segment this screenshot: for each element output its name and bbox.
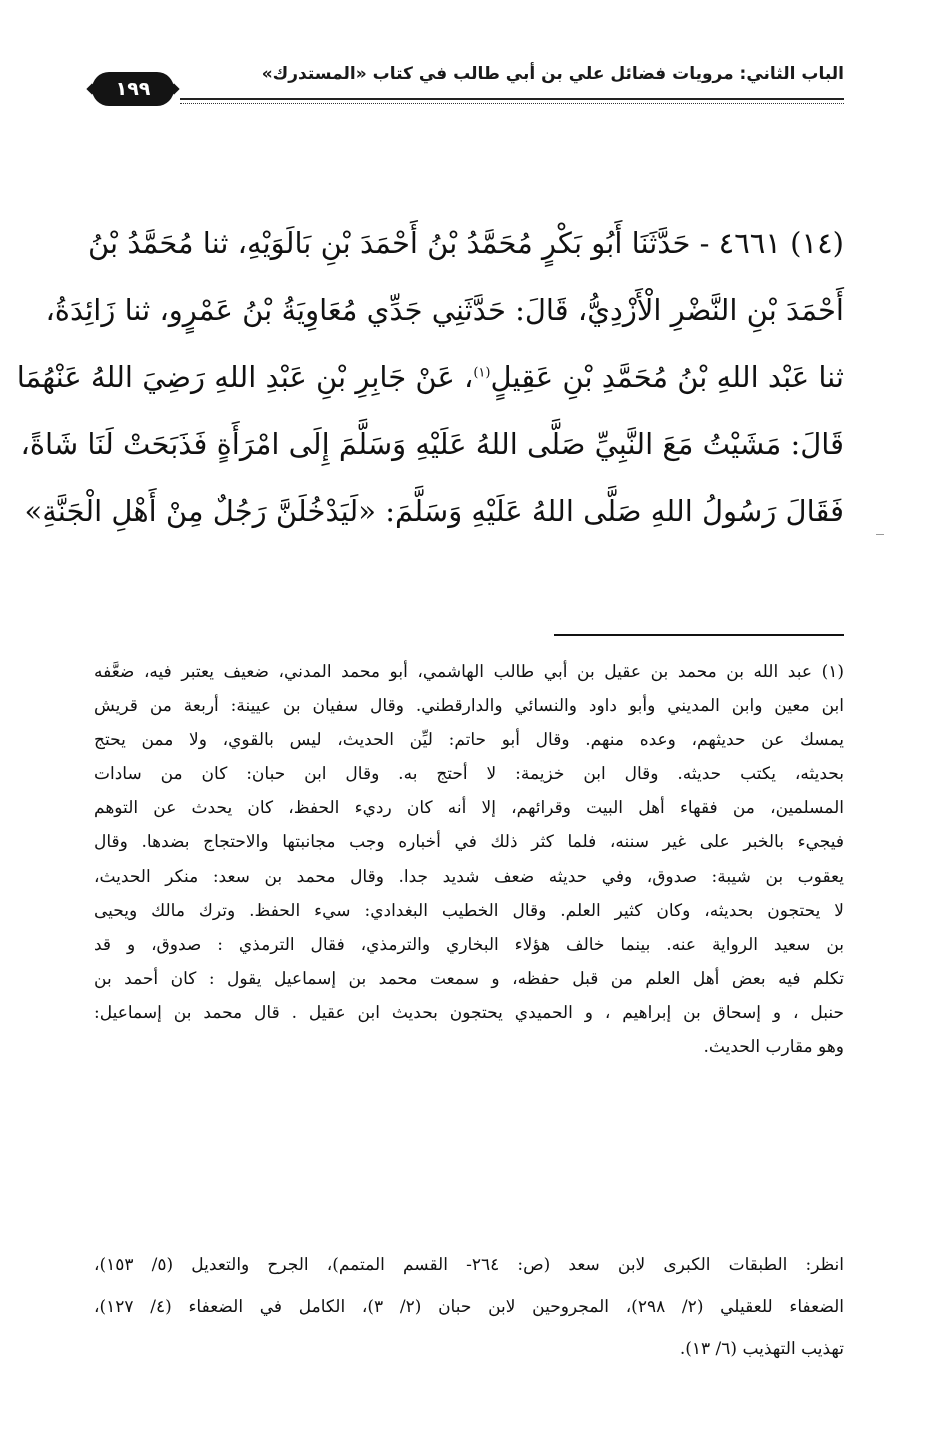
- hadith-line: قَالَ: مَشَيْتُ مَعَ النَّبِيِّ صَلَّى اللهُ عَلَيْهِ وَسَلَّمَ إِلَى امْرَأَةٍ فَذَبَحَتْ لَنَا شَاةً،: [20, 427, 844, 461]
- hadith-text: [16, 210, 844, 545]
- footnote-line: وهو مقارب الحديث.: [703, 1037, 844, 1058]
- margin-mark: [876, 534, 884, 535]
- running-title: الباب الثاني: مرويات فضائل علي بن أبي طالب في كتاب «المستدرك»: [261, 64, 844, 84]
- hadith-line: (١٤) ٤٦٦١ - حَدَّثَنَا أَبُو بَكْرٍ مُحَمَّدُ بْنُ أَحْمَدَ بْنِ بَالَوَيْهِ، ثنا مُحَمَّدُ بْنُ: [87, 226, 844, 260]
- footnote-line: بحديثه، يكتب حديثه. وقال ابن خزيمة: لا أحتج به. وقال ابن حبان: كان من سادات: [94, 764, 844, 785]
- footnote-line: بن سعيد الرواية عنه. بينما خالف هؤلاء البخاري والترمذي، فقال الترمذي : صدوق، و قد: [94, 934, 844, 955]
- hadith-line: [16, 344, 844, 411]
- page-number: ١٩٩: [115, 78, 151, 100]
- header-rule: [180, 98, 844, 100]
- hadith-line: أَحْمَدَ بْنِ النَّضْرِ الْأَزْدِيُّ، قَالَ: حَدَّثَنِي جَدِّي مُعَاوِيَةُ بْنُ عَمْرٍو، ثنا زَائِدَةُ،: [45, 293, 844, 327]
- references: [94, 1244, 844, 1370]
- hadith-line: فَقَالَ رَسُولُ اللهِ صَلَّى اللهُ عَلَيْهِ وَسَلَّمَ: «لَيَدْخُلَنَّ رَجُلٌ مِنْ أَهْلِ الْجَنَّةِ»: [24, 494, 844, 528]
- footnote: [94, 655, 844, 1064]
- hadith-line-part: ثنا عَبْد اللهِ بْنُ مُحَمَّدِ بْنِ عَقِيلٍ: [490, 360, 844, 394]
- footnote-line: حنبل ، و إسحاق بن إبراهيم ، و الحميدي يحتجون بحديث ابن عقيل . قال محمد بن إسماعيل:: [94, 1002, 844, 1023]
- footnote-separator: [554, 634, 844, 636]
- footnote-line: تكلم فيه بعض أهل العلم من قبل حفظه، و سمعت محمد بن إسماعيل يقول : كان أحمد بن: [94, 968, 844, 989]
- footnote-line: لا يحتجون بحديثه، وكان كثير العلم. وقال الخطيب البغدادي: سيء الحفظ. وترك مالك ويحيى: [94, 900, 844, 921]
- header-dotted-rule: [180, 103, 844, 104]
- page-header: [92, 58, 844, 114]
- footnote-line: ابن معين وابن المديني وأبو داود والنسائي والدارقطني. وقال سفيان بن عيينة: أربعة من قريش: [94, 696, 844, 717]
- reference-line: انظر: الطبقات الكبرى لابن سعد (ص: ٢٦٤- القسم المتمم)، الجرح والتعديل (٥/ ١٥٣)،: [94, 1255, 844, 1275]
- footnote-line: يعقوب بن شيبة: صدوق، وفي حديثه ضعف شديد جدا. وقال محمد بن سعد: منكر الحديث،: [94, 866, 844, 887]
- reference-line: الضعفاء للعقيلي (٢/ ٢٩٨)، المجروحين لابن حبان (٢/ ٣)، الكامل في الضعفاء (٤/ ١٢٧)،: [94, 1297, 844, 1317]
- footnote-line: (١) عبد الله بن محمد بن عقيل بن أبي طالب الهاشمي، أبو محمد المدني، ضعيف يعتبر فيه، ضعَّفه: [94, 662, 844, 682]
- footnote-marker: (١): [473, 365, 491, 381]
- footnote-line: فيجيء بالخبر على غير سننه، فلما كثر ذلك في أخباره وجب مجانبتها والاحتجاج بضدها. وقال: [94, 832, 844, 853]
- hadith-line-part: ، عَنْ جَابِرِ بْنِ عَبْدِ اللهِ رَضِيَ اللهُ عَنْهُمَا: [16, 360, 474, 394]
- footnote-line: يمسك عن حديثهم، وعده منهم. وقال أبو حاتم: ليِّن الحديث، ليس بالقوي، ولا ممن يحتج: [94, 730, 844, 751]
- footnote-line: المسلمين، من فقهاء أهل البيت وقرائهم، إلا أنه كان رديء الحفظ، كان يحدث عن التوهم: [94, 798, 844, 819]
- page-number-badge: [92, 72, 174, 106]
- reference-line: تهذيب التهذيب (٦/ ١٣).: [679, 1339, 844, 1359]
